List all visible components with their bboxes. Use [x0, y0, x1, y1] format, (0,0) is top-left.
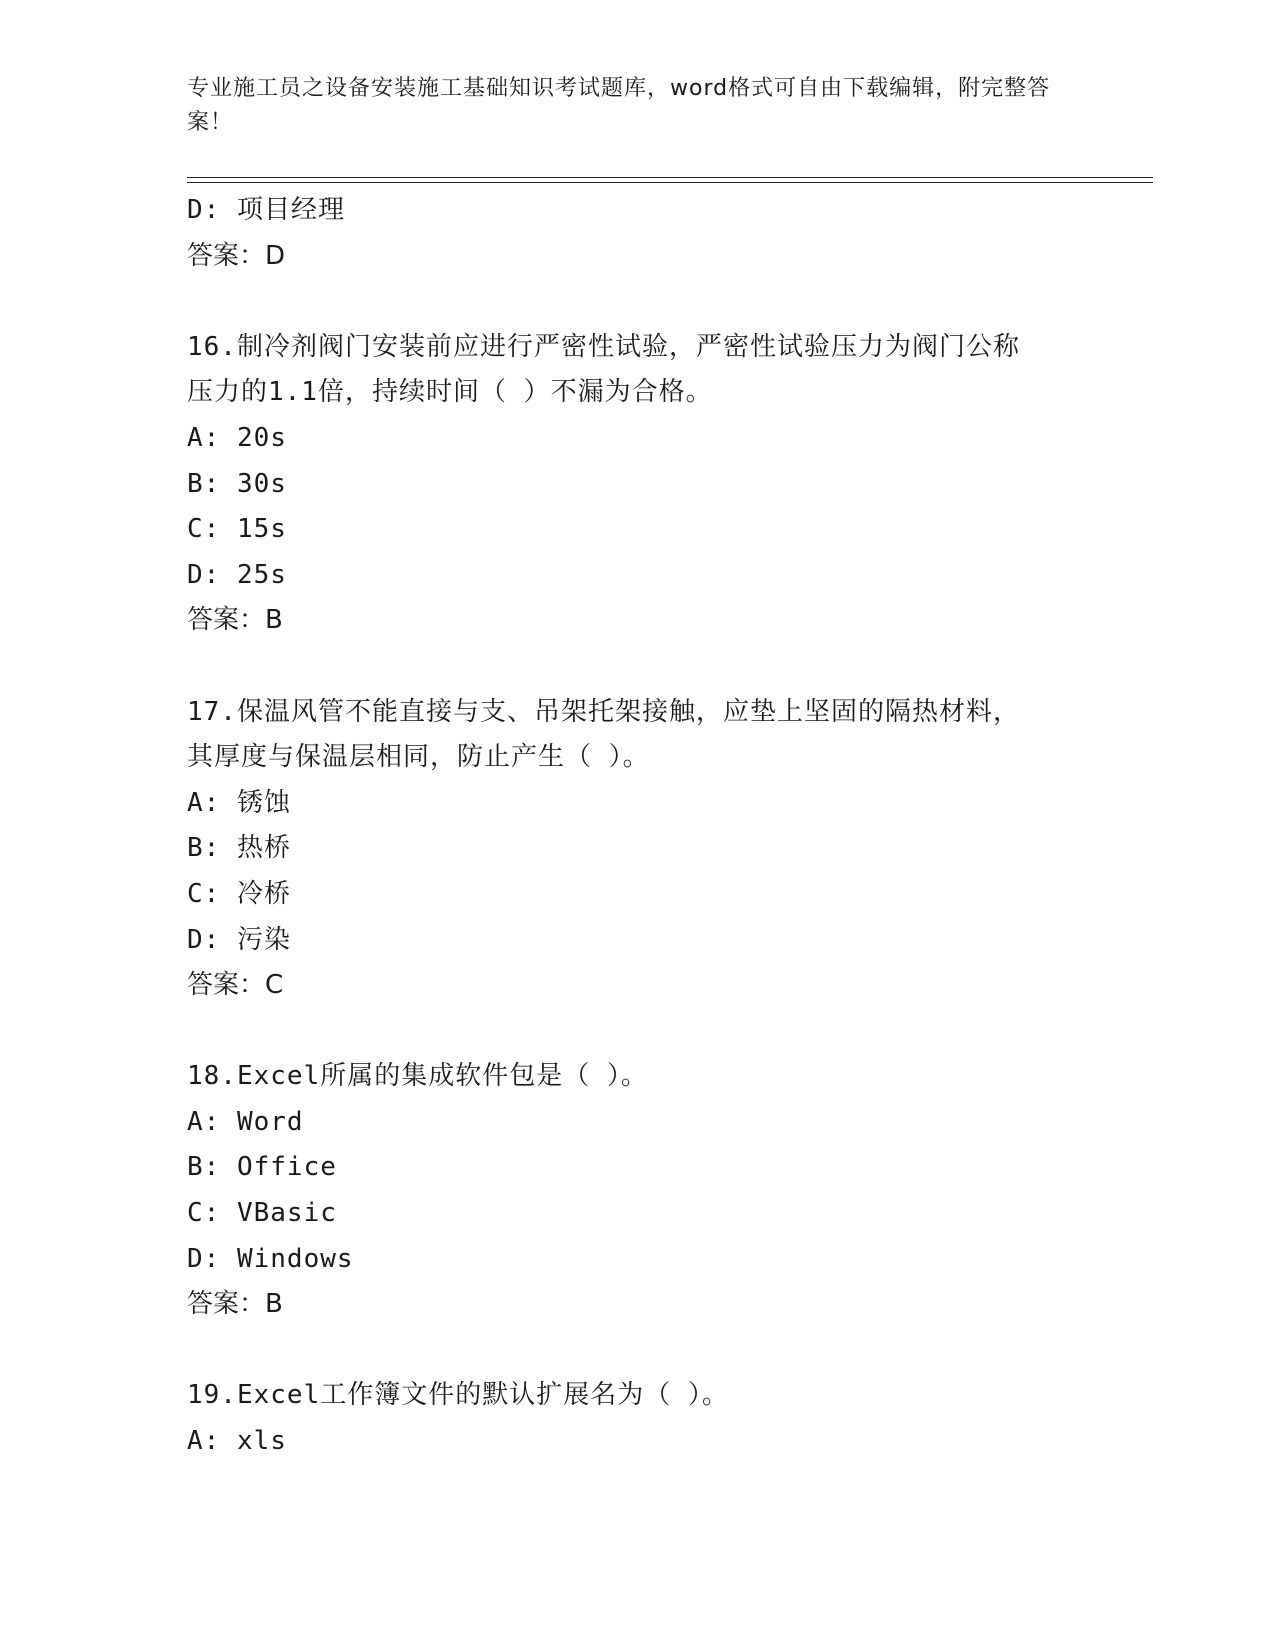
question-17: [187, 690, 1147, 1009]
question-list: [187, 188, 1147, 1465]
option-d: D: Windows: [187, 1243, 354, 1274]
option-d: D: 项目经理: [187, 195, 345, 225]
option-b: B: Office: [187, 1152, 337, 1183]
option-b: B: 30s: [187, 468, 287, 499]
option-d: D: 污染: [187, 924, 291, 955]
spacer: [187, 279, 1147, 325]
answer-line: 答案：C: [187, 970, 284, 1001]
option-c: C: 冷桥: [187, 878, 291, 909]
document-header: [187, 72, 1067, 140]
option-d: D: 25s: [187, 559, 287, 590]
question-19: [187, 1373, 1147, 1464]
answer-line: 答案：B: [187, 605, 283, 636]
question-stem-line: 压力的1.1倍，持续时间（ ）不漏为合格。: [187, 377, 713, 408]
option-c: C: VBasic: [187, 1198, 337, 1229]
option-a: A: Word: [187, 1106, 304, 1137]
option-c: C: 15s: [187, 514, 287, 545]
header-rule-top: [187, 177, 1153, 178]
question-18: [187, 1054, 1147, 1328]
header-title: 专业施工员之设备安装施工基础知识考试题库，word格式可自由下载编辑，附完整答案！: [187, 76, 1051, 135]
spacer: [187, 1328, 1147, 1374]
question-stem-line: 17.保温风管不能直接与支、吊架托架接触，应垫上坚固的隔热材料，: [187, 696, 1020, 727]
question-16: [187, 325, 1147, 644]
question-stem-line: 其厚度与保温层相同，防止产生（ ）。: [187, 742, 650, 773]
option-a: A: 锈蚀: [187, 787, 291, 818]
option-a: A: xls: [187, 1426, 287, 1457]
question-stem-line: 19.Excel工作簿文件的默认扩展名为（ ）。: [187, 1380, 729, 1411]
header-rule-bottom: [187, 182, 1153, 183]
question-stem-line: 18.Excel所属的集成软件包是（ ）。: [187, 1061, 648, 1092]
question-stem-line: 16.制冷剂阀门安装前应进行严密性试验，严密性试验压力为阀门公称: [187, 331, 1020, 362]
option-b: B: 热桥: [187, 833, 291, 864]
spacer: [187, 1009, 1147, 1055]
spacer: [187, 644, 1147, 690]
answer-line: 答案：B: [187, 1289, 283, 1320]
answer-line: 答案：D: [187, 240, 286, 271]
option-a: A: 20s: [187, 422, 287, 453]
